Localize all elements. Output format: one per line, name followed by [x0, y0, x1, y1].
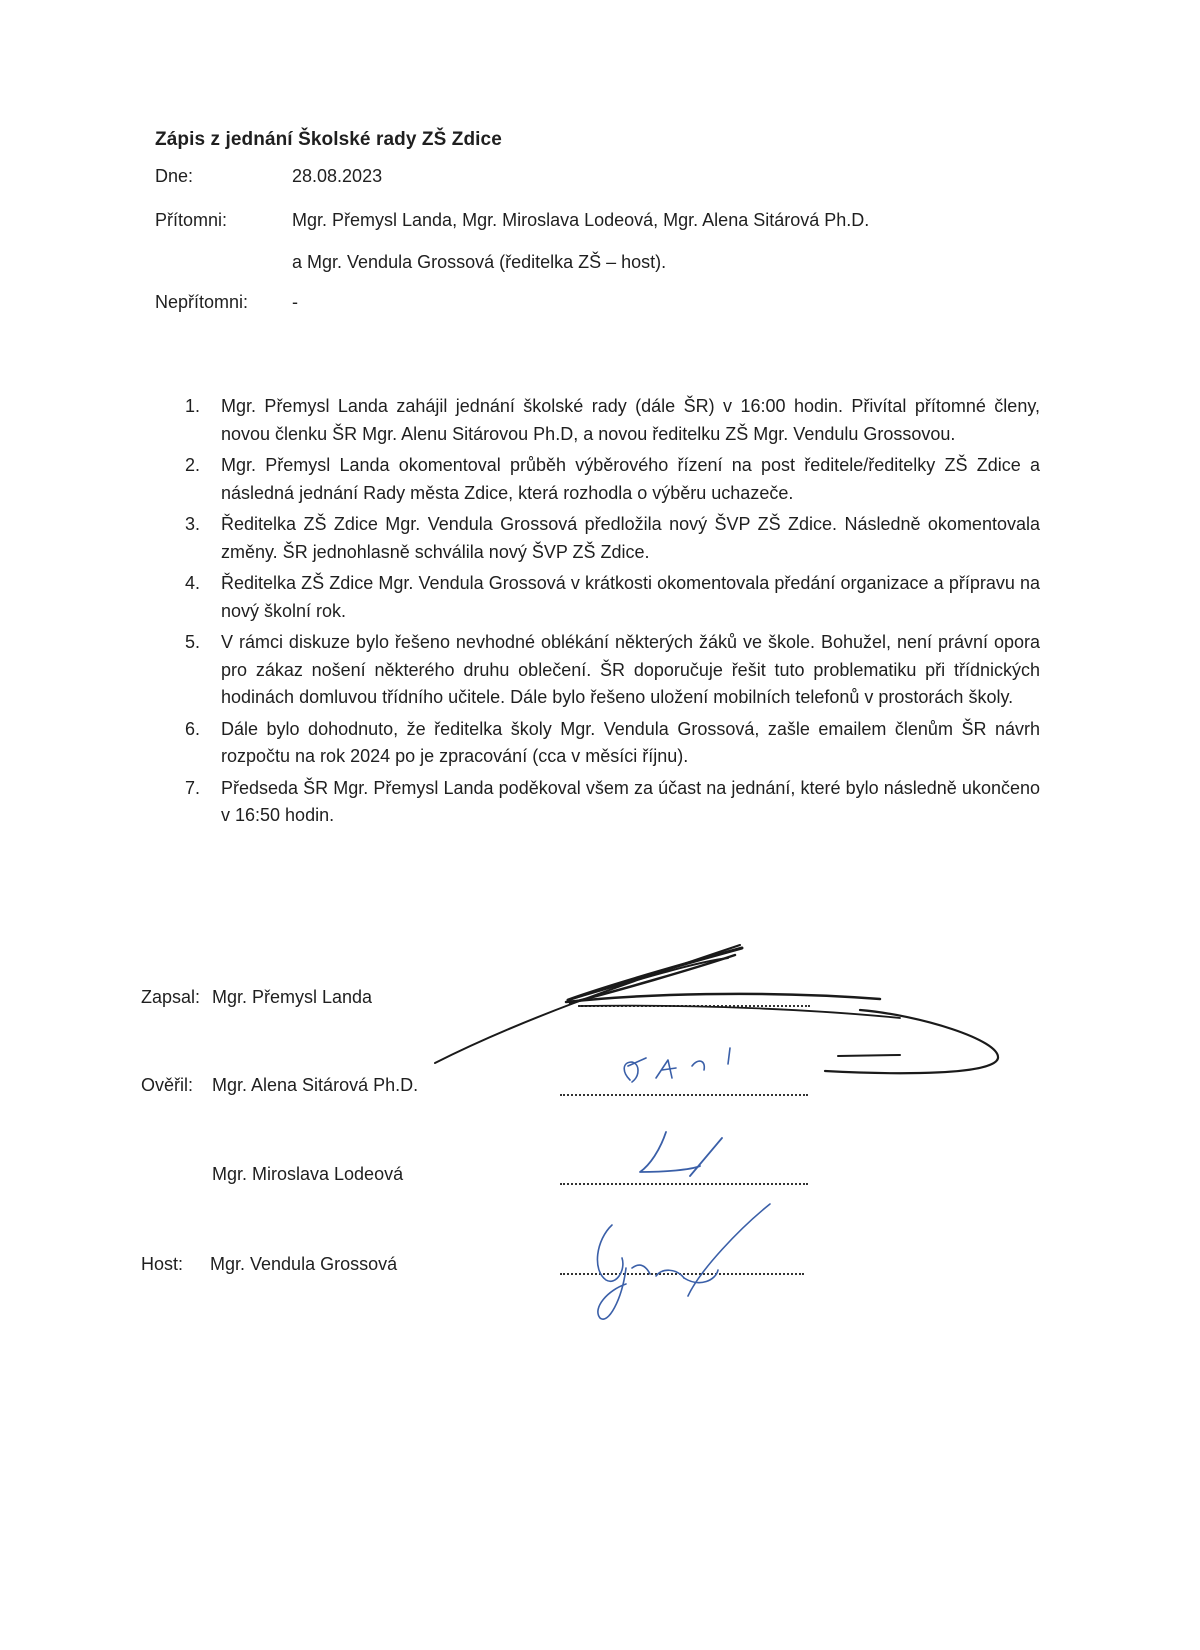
date-value: 28.08.2023: [292, 166, 383, 186]
absent-label: Nepřítomni:: [155, 292, 249, 312]
list-item: [185, 511, 1040, 566]
list-item: [185, 393, 1040, 448]
item-number: 3.: [185, 514, 201, 534]
item-number: 5.: [185, 632, 201, 652]
verified-name-1: Mgr. Alena Sitárová Ph.D.: [212, 1075, 419, 1095]
list-item: [185, 716, 1040, 771]
item-text: Ředitelka ZŠ Zdice Mgr. Vendula Grossová předložila nový ŠVP ZŠ Zdice. Následně okomentovala změny. ŠR jednohlasně schválila nový ŠVP ZŠ Zdice.: [221, 514, 1040, 562]
item-text: Mgr. Přemysl Landa zahájil jednání školské rady (dále ŠR) v 16:00 hodin. Přivítal přítomné členy, novou členku ŠR Mgr. Alenu Sitárovou Ph.D, a novou ředitelku ZŠ Mgr. Vendulu Grossovou.: [221, 396, 1040, 444]
signature-line: [578, 1005, 810, 1007]
present-line-1: Mgr. Přemysl Landa, Mgr. Miroslava Lodeová, Mgr. Alena Sitárová Ph.D.: [292, 210, 870, 230]
list-item: [185, 775, 1040, 830]
present-label: Přítomni:: [155, 210, 228, 230]
verified-label: Ověřil:: [141, 1075, 194, 1095]
document-title: Zápis z jednání Školské rady ZŠ Zdice: [155, 129, 502, 150]
signature-line: [560, 1183, 808, 1185]
lodeova-signature: [640, 1132, 722, 1176]
signature-line: [560, 1273, 804, 1275]
date-label: Dne:: [155, 166, 194, 186]
host-name: Mgr. Vendula Grossová: [210, 1254, 398, 1274]
host-label: Host:: [141, 1254, 184, 1274]
sitarova-signature: [624, 1048, 730, 1082]
item-number: 7.: [185, 777, 201, 798]
signature-line: [560, 1094, 808, 1096]
list-item: [185, 452, 1040, 507]
item-text: Mgr. Přemysl Landa okomentoval průběh výběrového řízení na post ředitele/ředitelky ZŠ Zdice a následná jednání Rady města Zdice, která rozhodla o výběru uchazeče.: [221, 455, 1040, 503]
agenda-list: [185, 393, 1040, 834]
recorded-label: Zapsal:: [141, 987, 201, 1007]
item-number: 4.: [185, 573, 201, 593]
item-text: Dále bylo dohodnuto, že ředitelka školy Mgr. Vendula Grossová, zašle emailem členům ŠR návrh rozpočtu na rok 2024 po je zpracování (cca v měsíci říjnu).: [221, 718, 1040, 766]
item-text: Předseda ŠR Mgr. Přemysl Landa poděkoval všem za účast na jednání, které bylo následně ukončeno v 16:50 hodin.: [221, 777, 1040, 825]
list-item: [185, 570, 1040, 625]
item-number: 2.: [185, 455, 201, 475]
item-text: Ředitelka ZŠ Zdice Mgr. Vendula Grossová v krátkosti okomentovala předání organizace a přípravu na nový školní rok.: [221, 573, 1040, 621]
verified-name-2: Mgr. Miroslava Lodeová: [212, 1164, 404, 1184]
item-text: V rámci diskuze bylo řešeno nevhodné oblékání některých žáků ve škole. Bohužel, není právní opora pro zákaz nošení některého druhu oblečení. ŠR doporučuje řešit tuto problematiku při třídnických hodinách domluvou třídního učitele. Dále bylo řešeno uložení mobilních telefonů v prostorách školy.: [221, 632, 1040, 707]
list-item: [185, 629, 1040, 712]
recorded-name: Mgr. Přemysl Landa: [212, 987, 373, 1007]
item-number: 6.: [185, 718, 201, 739]
absent-value: -: [292, 292, 298, 312]
landa-signature: [435, 945, 998, 1073]
grossova-signature: [597, 1204, 770, 1319]
present-line-2: a Mgr. Vendula Grossová (ředitelka ZŠ – host).: [292, 252, 667, 272]
item-number: 1.: [185, 396, 201, 416]
